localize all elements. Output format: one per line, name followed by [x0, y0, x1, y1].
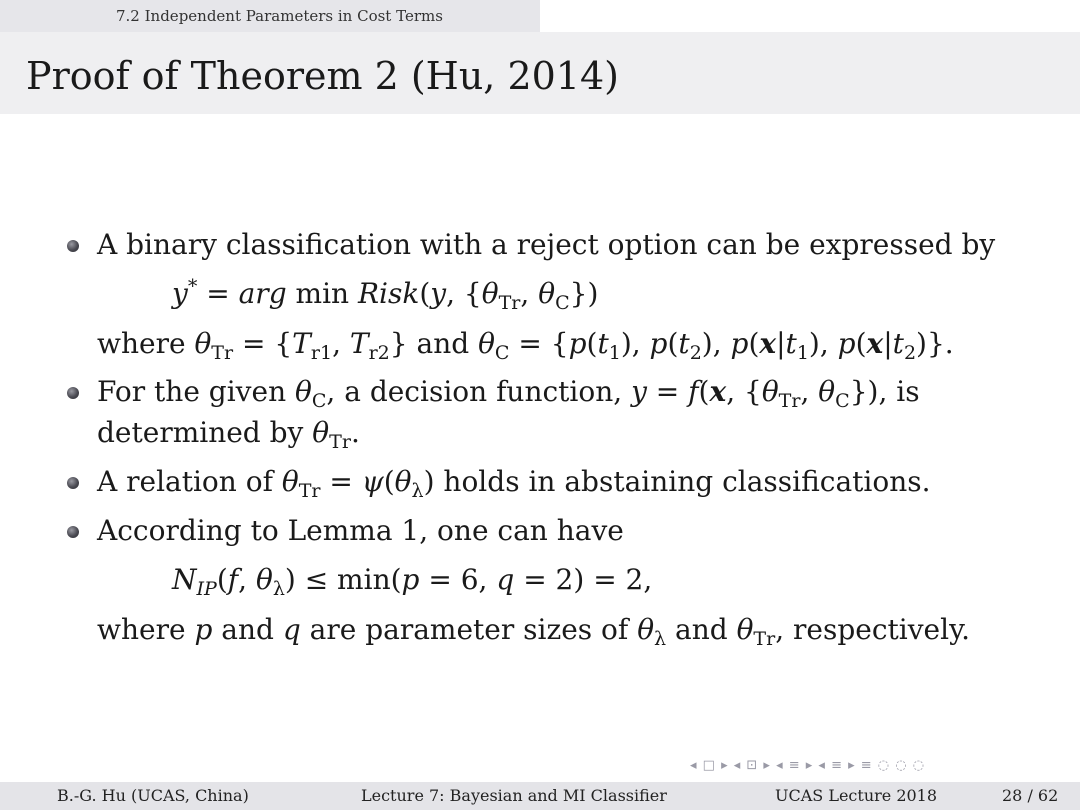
- bullet-icon: [67, 526, 79, 538]
- slide-title: Proof of Theorem 2 (Hu, 2014): [26, 54, 619, 98]
- footer-page-number: 28 / 62: [1002, 786, 1059, 805]
- footer-bar: [0, 782, 1080, 810]
- bullet-1-text: A binary classification with a reject option can be expressed by: [97, 228, 996, 261]
- bullet-3-text: A relation of $\theta_{Tr} = \psi(\theta_\lambda)$ holds in abstaining classifications.: [97, 465, 931, 503]
- footer-author: B.-G. Hu (UCAS, China): [57, 786, 249, 805]
- bullet-2-continuation: determined by $\theta_{Tr}$.: [97, 416, 360, 454]
- bullet-4-conclusion: where p and q are parameter sizes of $\theta_\lambda$ and $\theta_{Tr}$, respectively.: [97, 613, 971, 651]
- bullet-icon: [67, 387, 79, 399]
- beamer-navigation-icons[interactable]: ◂ □ ▸ ◂ ⊡ ▸ ◂ ≡ ▸ ◂ ≡ ▸ ≡ ◌ ◌ ◌: [690, 758, 926, 773]
- bullet-4-text: According to Lemma 1, one can have: [97, 514, 624, 547]
- footer-lecture: Lecture 7: Bayesian and MI Classifier: [361, 786, 667, 805]
- bullet-icon: [67, 240, 79, 252]
- section-heading[interactable]: 7.2 Independent Parameters in Cost Terms: [0, 0, 540, 32]
- bullet-2-text: For the given $\theta_C$, a decision function, y = f(x, {$\theta_{Tr}$, $\theta_C$}), is: [97, 375, 920, 413]
- footer-event: UCAS Lecture 2018: [775, 786, 938, 805]
- equation-risk: y* = arg min Risk(y, {$\theta_{Tr}$, $\theta_C$}): [172, 275, 599, 315]
- where-definitions: where $\theta_{Tr} = \{T_{r1}$, $T_{r2}$} and $\theta_C = \{p(t_1)$, $p(t_2)$, $p(x|t_1)$, $p(x|t_2)$}.: [97, 327, 954, 365]
- bullet-icon: [67, 477, 79, 489]
- equation-nip: $N_{IP}(f$, $\theta_\lambda) \le \min(p = 6$, q = 2) = 2,: [172, 563, 653, 601]
